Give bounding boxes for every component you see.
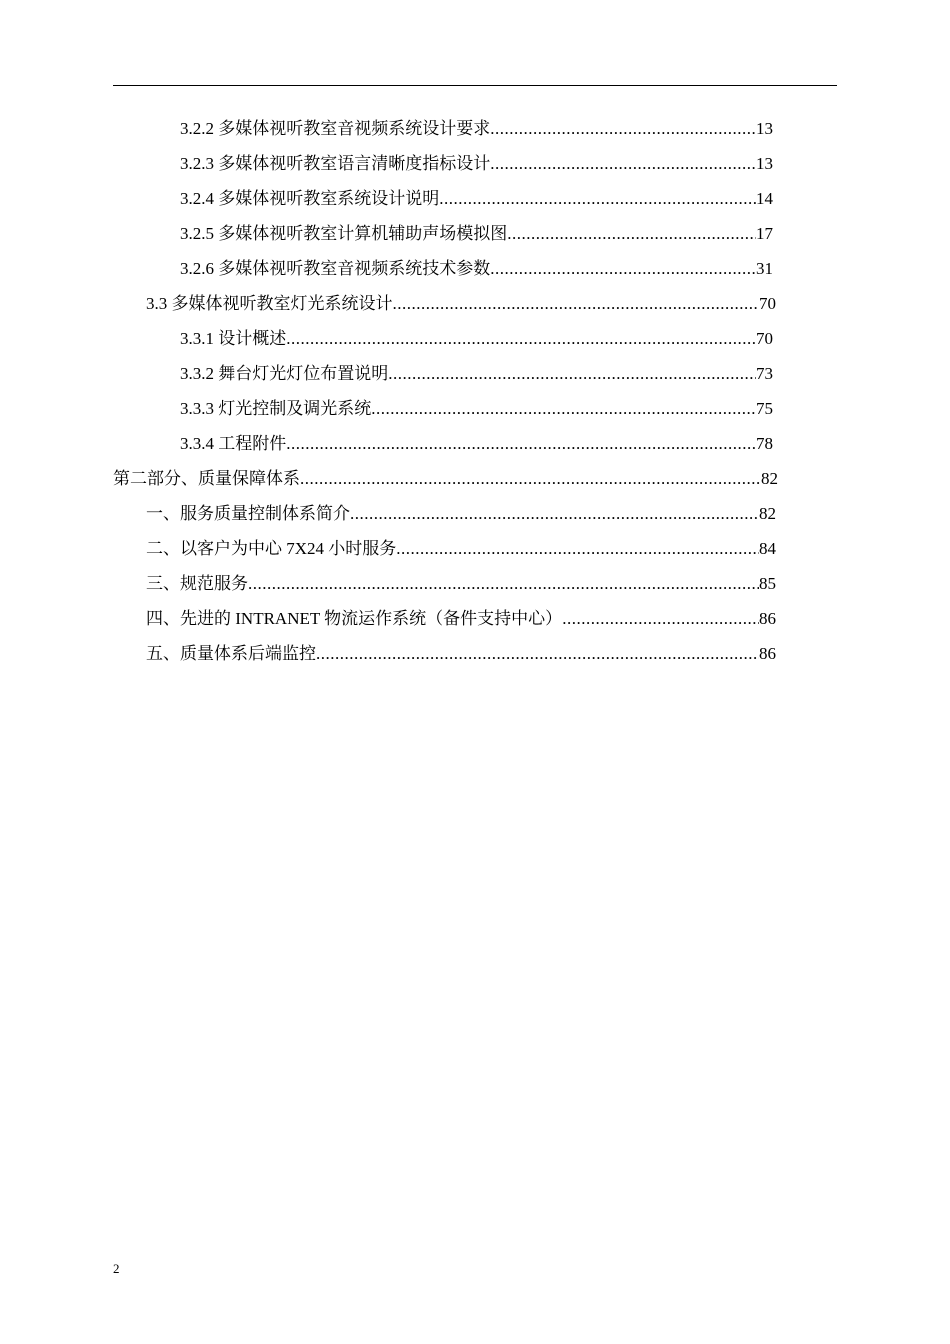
toc-entry-title: 3.2.6 多媒体视听教室音视频系统技术参数 [180, 259, 491, 278]
toc-entry-title: 3.2.4 多媒体视听教室系统设计说明 [180, 189, 440, 208]
page-number: 2 [113, 1261, 120, 1276]
toc-entry-page: 86 [759, 609, 776, 628]
toc-dot-leader [439, 188, 756, 210]
toc-entry[interactable] [180, 392, 773, 420]
toc-dot-leader [388, 363, 756, 385]
toc-dot-leader [396, 538, 759, 560]
toc-entry-page: 84 [759, 539, 776, 558]
toc-entry-page: 78 [756, 434, 773, 453]
toc-entry-page: 73 [756, 364, 773, 383]
toc-entry-page: 31 [756, 259, 773, 278]
toc-entry-page: 70 [759, 294, 776, 313]
toc-entry[interactable] [180, 112, 773, 140]
toc-entry-page: 75 [756, 399, 773, 418]
toc-entry-title: 3.2.2 多媒体视听教室音视频系统设计要求 [180, 119, 491, 138]
toc-entry-title: 3.3.1 设计概述 [180, 329, 287, 348]
toc-entry-title: 四、先进的 INTRANET 物流运作系统（备件支持中心） [146, 609, 563, 628]
toc-dot-leader [286, 433, 756, 455]
toc-entry[interactable] [146, 532, 776, 560]
toc-entry-page: 82 [759, 504, 776, 523]
toc-entry-title: 3.3.4 工程附件 [180, 434, 287, 453]
toc-entry-title: 3.3 多媒体视听教室灯光系统设计 [146, 294, 393, 313]
toc-entry-page: 82 [761, 469, 778, 488]
toc-entry-page: 13 [756, 119, 773, 138]
toc-entry-title: 3.2.3 多媒体视听教室语言清晰度指标设计 [180, 154, 491, 173]
toc-entry-title: 三、规范服务 [146, 574, 248, 593]
toc-dot-leader [248, 573, 759, 595]
toc-dot-leader [393, 293, 760, 315]
toc-entry[interactable] [180, 357, 773, 385]
toc-entry-title: 3.3.2 舞台灯光灯位布置说明 [180, 364, 389, 383]
toc-entry-page: 13 [756, 154, 773, 173]
toc-entry[interactable] [146, 497, 776, 525]
toc-dot-leader [350, 503, 759, 525]
toc-dot-leader [562, 608, 759, 630]
toc-dot-leader [316, 643, 759, 665]
toc-entry[interactable] [180, 182, 773, 210]
toc-dot-leader [371, 398, 756, 420]
toc-entry[interactable] [180, 147, 773, 175]
toc-entry-page: 70 [756, 329, 773, 348]
header-rule [113, 85, 837, 86]
toc-dot-leader [490, 258, 756, 280]
toc-dot-leader [507, 223, 756, 245]
toc-entry-title: 二、以客户为中心 7X24 小时服务 [146, 539, 397, 558]
toc-entry[interactable] [146, 637, 776, 665]
toc-dot-leader [286, 328, 756, 350]
toc-entry[interactable] [113, 462, 778, 490]
toc-entry-title: 五、质量体系后端监控 [146, 644, 316, 663]
toc-entry-page: 17 [756, 224, 773, 243]
toc-entry[interactable] [180, 252, 773, 280]
toc-entry-title: 3.2.5 多媒体视听教室计算机辅助声场模拟图 [180, 224, 508, 243]
toc-entry-title: 第二部分、质量保障体系 [113, 469, 300, 488]
toc-entry-title: 3.3.3 灯光控制及调光系统 [180, 399, 372, 418]
toc-entry[interactable] [146, 287, 776, 315]
toc-entry[interactable] [180, 322, 773, 350]
toc-entry-title: 一、服务质量控制体系简介 [146, 504, 350, 523]
toc-entry-page: 14 [756, 189, 773, 208]
toc-entry[interactable] [146, 567, 776, 595]
toc-dot-leader [300, 468, 761, 490]
toc-entry[interactable] [146, 602, 776, 630]
toc-dot-leader [490, 153, 756, 175]
toc-entry[interactable] [180, 217, 773, 245]
toc-entry[interactable] [180, 427, 773, 455]
toc-entry-page: 86 [759, 644, 776, 663]
toc-dot-leader [490, 118, 756, 140]
toc-entry-page: 85 [759, 574, 776, 593]
